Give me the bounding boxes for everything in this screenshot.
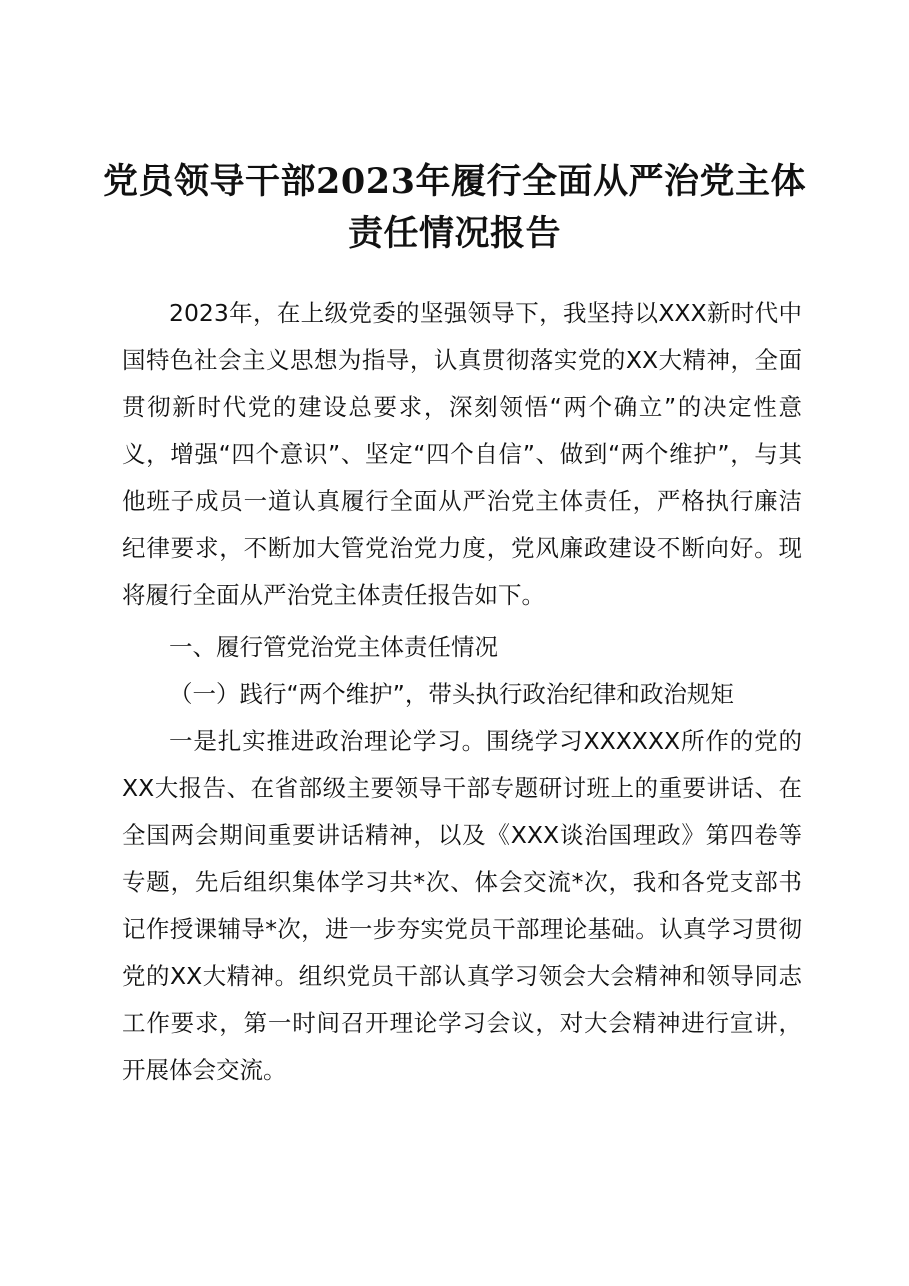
document-title-line-1: 党员领导干部2023年履行全面从严治党主体: [103, 161, 806, 202]
study-paragraph-block: [122, 718, 802, 1094]
subsection-heading-block: [122, 671, 802, 718]
subsection-heading: （一）践行“两个维护”，带头执行政治纪律和政治规矩: [169, 680, 734, 708]
intro-paragraph-block: [122, 290, 802, 619]
section-heading: 一、履行管党治党主体责任情况: [169, 633, 498, 661]
study-paragraph: 一是扎实推进政治理论学习。围绕学习XXXXXX所作的党的XX大报告、在省部级主要领导干部专题研讨班上的重要讲话、在全国两会期间重要讲话精神，以及《XXX谈治国理政》第四卷等专题，先后组织集体学习共*次、体会交流*次，我和各党支部书记作授课辅导*次，进一步夯实党员干部理论基础。认真学习贯彻党的XX大精神。组织党员干部认真学习领会大会精神和领导同志工作要求，第一时间召开理论学习会议，对大会精神进行宣讲，开展体会交流。: [122, 727, 802, 1084]
document-title-line-2: 责任情况报告: [347, 213, 561, 254]
section-heading-block: [122, 624, 802, 671]
intro-paragraph: 2023年，在上级党委的坚强领导下，我坚持以XXX新时代中国特色社会主义思想为指导，认真贯彻落实党的XX大精神，全面贯彻新时代党的建设总要求，深刻领悟“两个确立”的决定性意义，增强“四个意识”、坚定“四个自信”、做到“两个维护”，与其他班子成员一道认真履行全面从严治党主体责任，严格执行廉洁纪律要求，不断加大管党治党力度，党风廉政建设不断向好。现将履行全面从严治党主体责任报告如下。: [122, 299, 802, 609]
